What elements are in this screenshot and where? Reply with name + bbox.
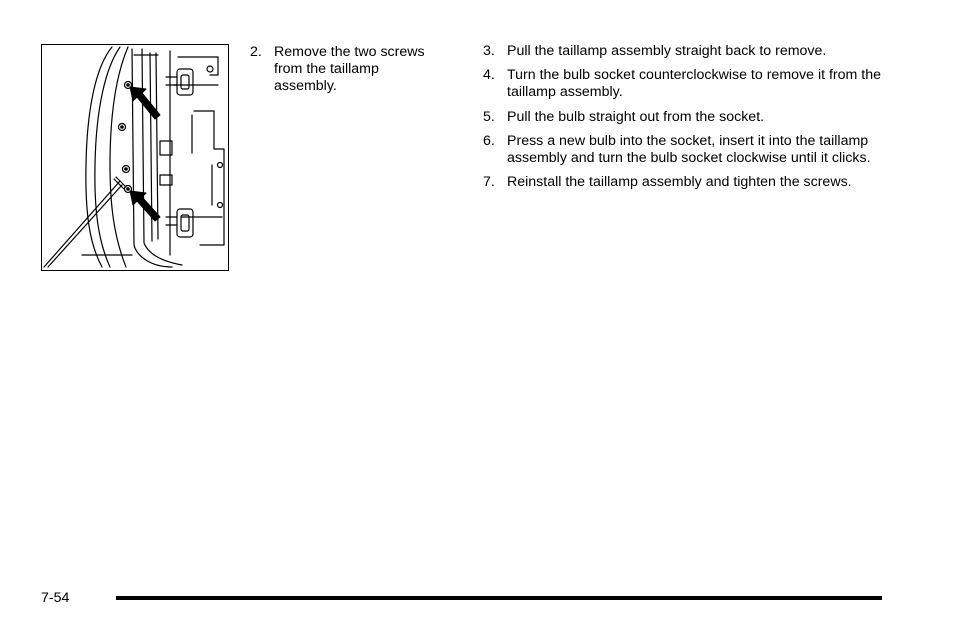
step-number: 2.	[250, 44, 262, 60]
step-text: Turn the bulb socket counterclockwise to remove it from the taillamp assembly.	[507, 67, 882, 101]
step-7	[483, 174, 883, 191]
step-number: 4.	[483, 67, 495, 84]
step-text: Press a new bulb into the socket, insert it into the taillamp assembly and turn the bulb socket clockwise until it clicks.	[507, 132, 871, 167]
step-3	[483, 43, 883, 60]
step-text: Reinstall the taillamp assembly and tighten the screws.	[507, 174, 852, 191]
step-5	[483, 109, 883, 126]
steps-left-column	[250, 44, 440, 103]
taillamp-illustration	[41, 44, 229, 271]
steps-right-column	[483, 43, 883, 198]
step-number: 6.	[483, 132, 495, 149]
footer-rule	[116, 596, 882, 600]
step-number: 5.	[483, 108, 495, 125]
step-text: Remove the two screws from the taillamp assembly.	[274, 44, 425, 95]
step-6	[483, 133, 883, 167]
step-text: Pull the taillamp assembly straight back to remove.	[507, 43, 827, 59]
taillamp-screw-removal-icon	[42, 45, 228, 270]
step-number: 3.	[483, 43, 495, 59]
step-4	[483, 67, 883, 101]
step-text: Pull the bulb straight out from the socket.	[507, 108, 765, 125]
page-number: 7-54	[41, 590, 70, 606]
step-2	[250, 44, 440, 96]
step-number: 7.	[483, 174, 495, 191]
